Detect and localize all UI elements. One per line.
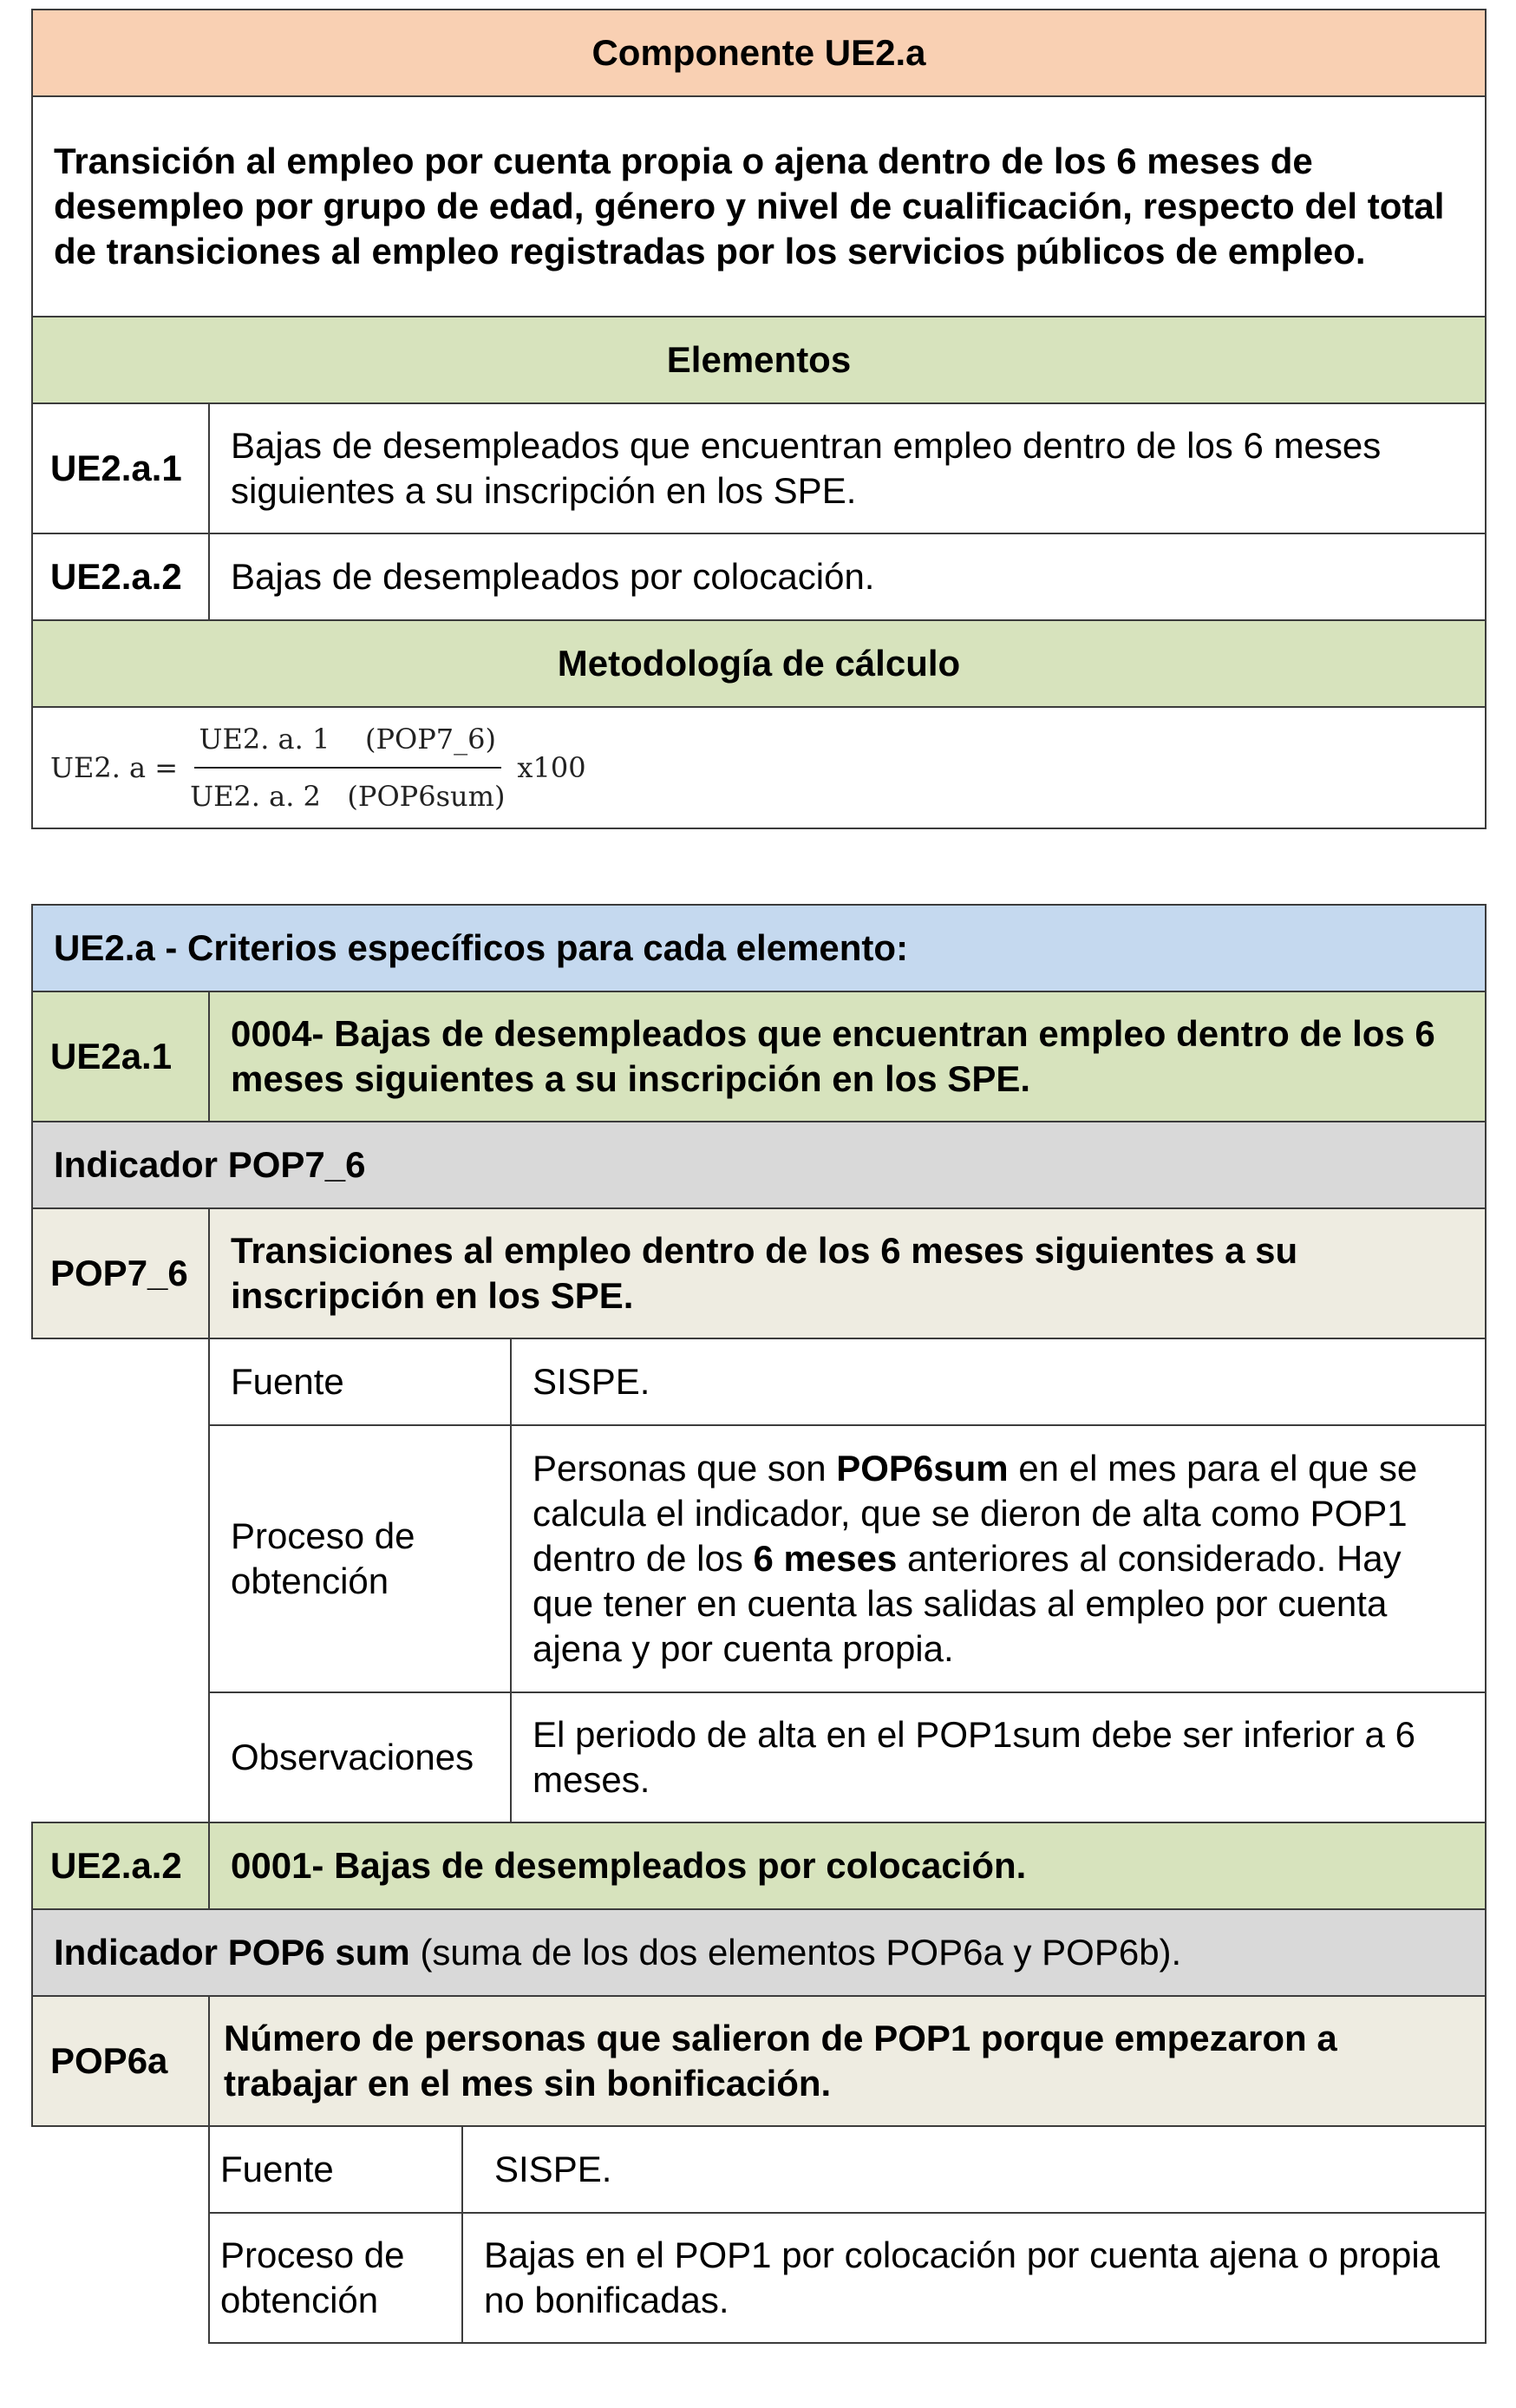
component-description: Transición al empleo por cuenta propia o ajena dentro de los 6 meses de desempleo por grupo de edad, género y nivel de cualificación, respecto del total de transiciones al empleo registradas por los servicios públicos de empleo.	[31, 95, 1487, 317]
indicator-pop7-6: Indicador POP7_6	[31, 1121, 1487, 1209]
pop7-6-proceso-label: Proceso de obtención	[208, 1424, 512, 1693]
element-code-1: UE2.a.1	[31, 402, 210, 534]
indicator-pop6-sum	[31, 1908, 1487, 1997]
pop6a-fuente-value: SISPE.	[461, 2125, 1487, 2214]
pop6a-code: POP6a	[31, 1995, 210, 2127]
pop6a-text: Número de personas que salieron de POP1 porque empezaron a trabajar en el mes sin bonificación.	[208, 1995, 1487, 2127]
pop7-6-fuente-value: SISPE.	[510, 1338, 1487, 1426]
pop6a-proceso-value: Bajas en el POP1 por colocación por cuenta ajena o propia no bonificadas.	[461, 2212, 1487, 2344]
pop7-6-code: POP7_6	[31, 1207, 210, 1339]
criteria-element-text-2: 0001- Bajas de desempleados por colocación.	[208, 1822, 1487, 1910]
formula-suffix: x100	[517, 751, 586, 784]
criteria-element-code-2: UE2.a.2	[31, 1822, 210, 1910]
pop6a-fuente-label: Fuente	[208, 2125, 463, 2214]
pop6a-proceso-label: Proceso de obtención	[208, 2212, 463, 2344]
six-months-term: 6 meses	[753, 1538, 898, 1579]
element-code-2: UE2.a.2	[31, 533, 210, 621]
pop7-6-proceso-value	[510, 1424, 1487, 1693]
formula-denominator: UE2. a. 2 (POP6sum)	[190, 780, 506, 813]
pop7-6-obs-label: Observaciones	[208, 1691, 512, 1823]
pop7-6-proceso-text: Personas que son POP6sum en el mes para el que se calcula el indicador, que se dieron de alta como POP1 dentro de los 6 meses anteriores al considerado. Hay que tener en cuenta las salidas al empleo por cuenta ajena y por cuenta propia.	[533, 1448, 1418, 1669]
component-title: Componente UE2.a	[31, 9, 1487, 97]
formula-fraction	[185, 717, 510, 819]
indicator-pop6-sum-label: Indicador POP6 sum (suma de los dos elementos POP6a y POP6b).	[54, 1932, 1182, 1973]
pop7-6-fuente-label: Fuente	[208, 1338, 512, 1426]
formula-lhs: UE2. a =	[50, 751, 179, 784]
pop7-6-obs-value: El periodo de alta en el POP1sum debe ser inferior a 6 meses.	[510, 1691, 1487, 1823]
element-text-2: Bajas de desempleados por colocación.	[208, 533, 1487, 621]
formula-cell	[31, 706, 1487, 829]
methodology-header: Metodología de cálculo	[31, 619, 1487, 708]
formula	[50, 717, 586, 819]
element-text-1: Bajas de desempleados que encuentran empleo dentro de los 6 meses siguientes a su inscripción en los SPE.	[208, 402, 1487, 534]
pop6sum-term: POP6sum	[836, 1448, 1009, 1489]
pop7-6-text: Transiciones al empleo dentro de los 6 meses siguientes a su inscripción en los SPE.	[208, 1207, 1487, 1339]
formula-numerator: UE2. a. 1 (POP7_6)	[194, 717, 501, 769]
criteria-element-text-1: 0004- Bajas de desempleados que encuentran empleo dentro de los 6 meses siguientes a su inscripción en los SPE.	[208, 991, 1487, 1122]
criteria-title: UE2.a - Criterios específicos para cada elemento:	[31, 904, 1487, 992]
criteria-element-code-1: UE2a.1	[31, 991, 210, 1122]
elements-header: Elementos	[31, 316, 1487, 404]
